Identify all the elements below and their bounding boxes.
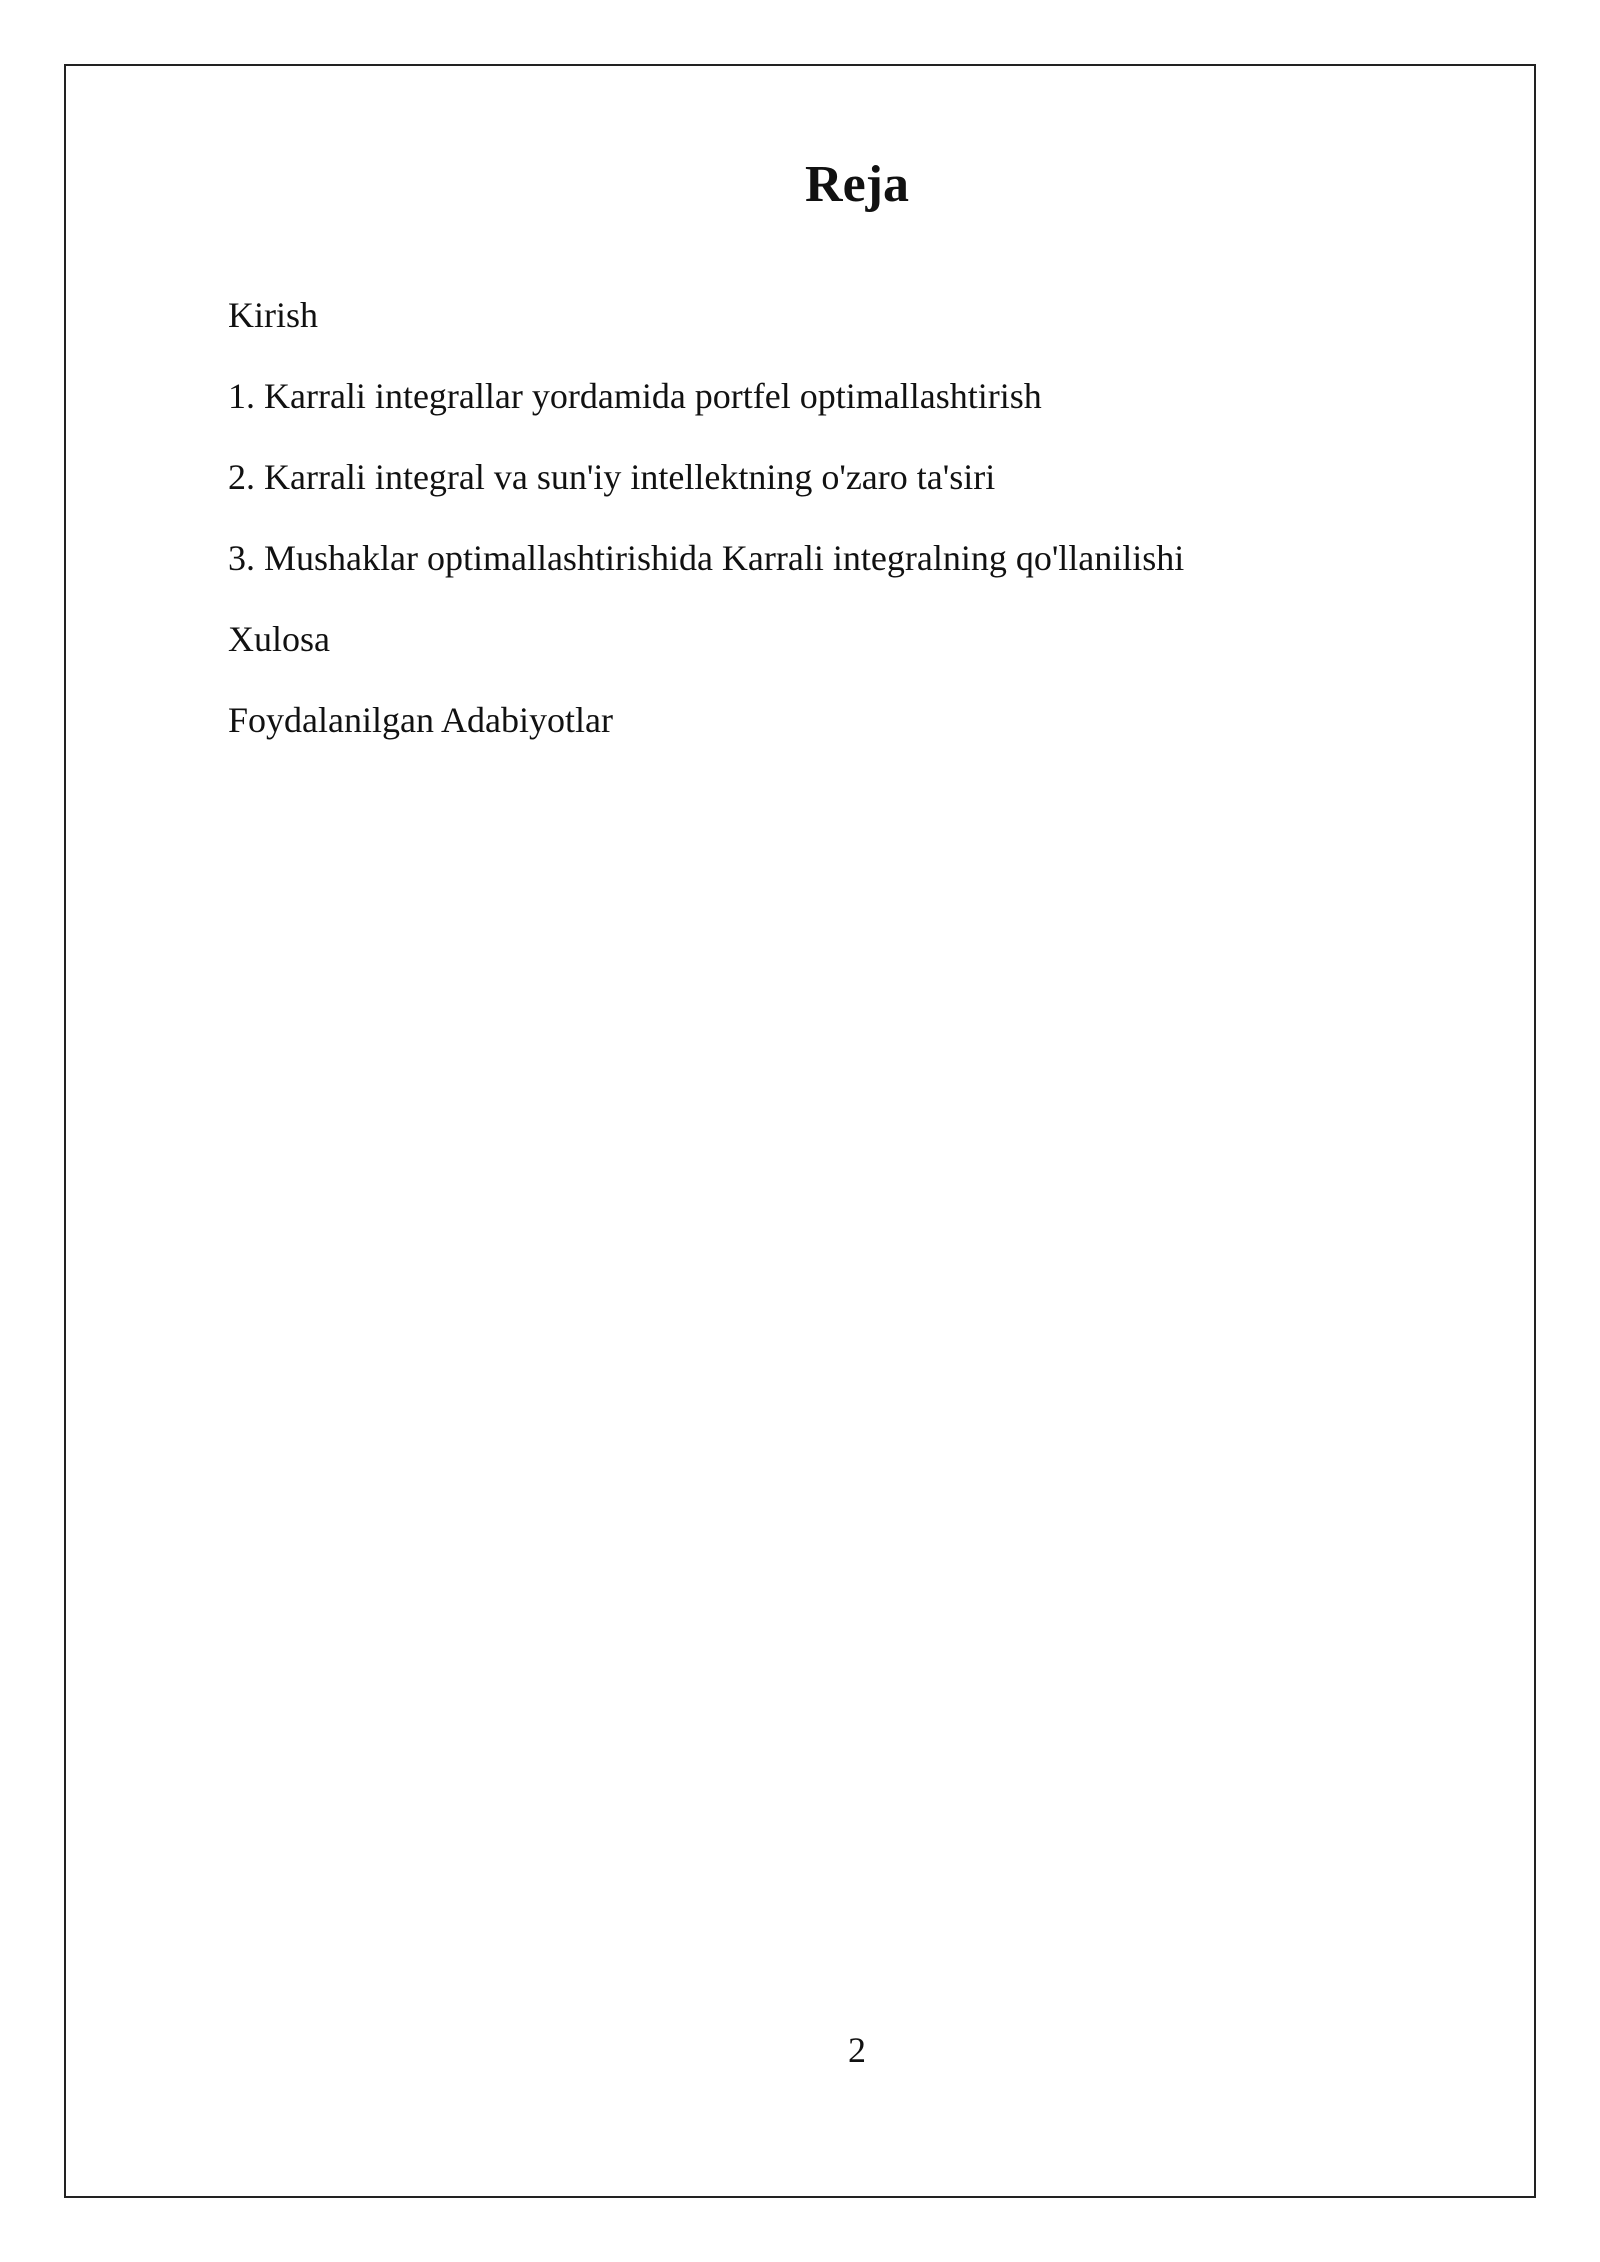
page-number: 2 xyxy=(848,2030,866,2070)
toc-item-conclusion: Xulosa xyxy=(228,619,330,659)
toc-item-3: 3. Mushaklar optimallashtirishida Karrali integralning qo'llanilishi xyxy=(228,538,1185,578)
toc-item-1: 1. Karrali integrallar yordamida portfel optimallashtirish xyxy=(228,376,1042,416)
toc-item-introduction: Kirish xyxy=(228,295,318,335)
toc-item-2: 2. Karrali integral va sun'iy intellektning o'zaro ta'siri xyxy=(228,457,996,497)
table-of-contents xyxy=(228,290,1184,776)
toc-item-references: Foydalanilgan Adabiyotlar xyxy=(228,700,613,740)
page-title: Reja xyxy=(805,156,909,213)
